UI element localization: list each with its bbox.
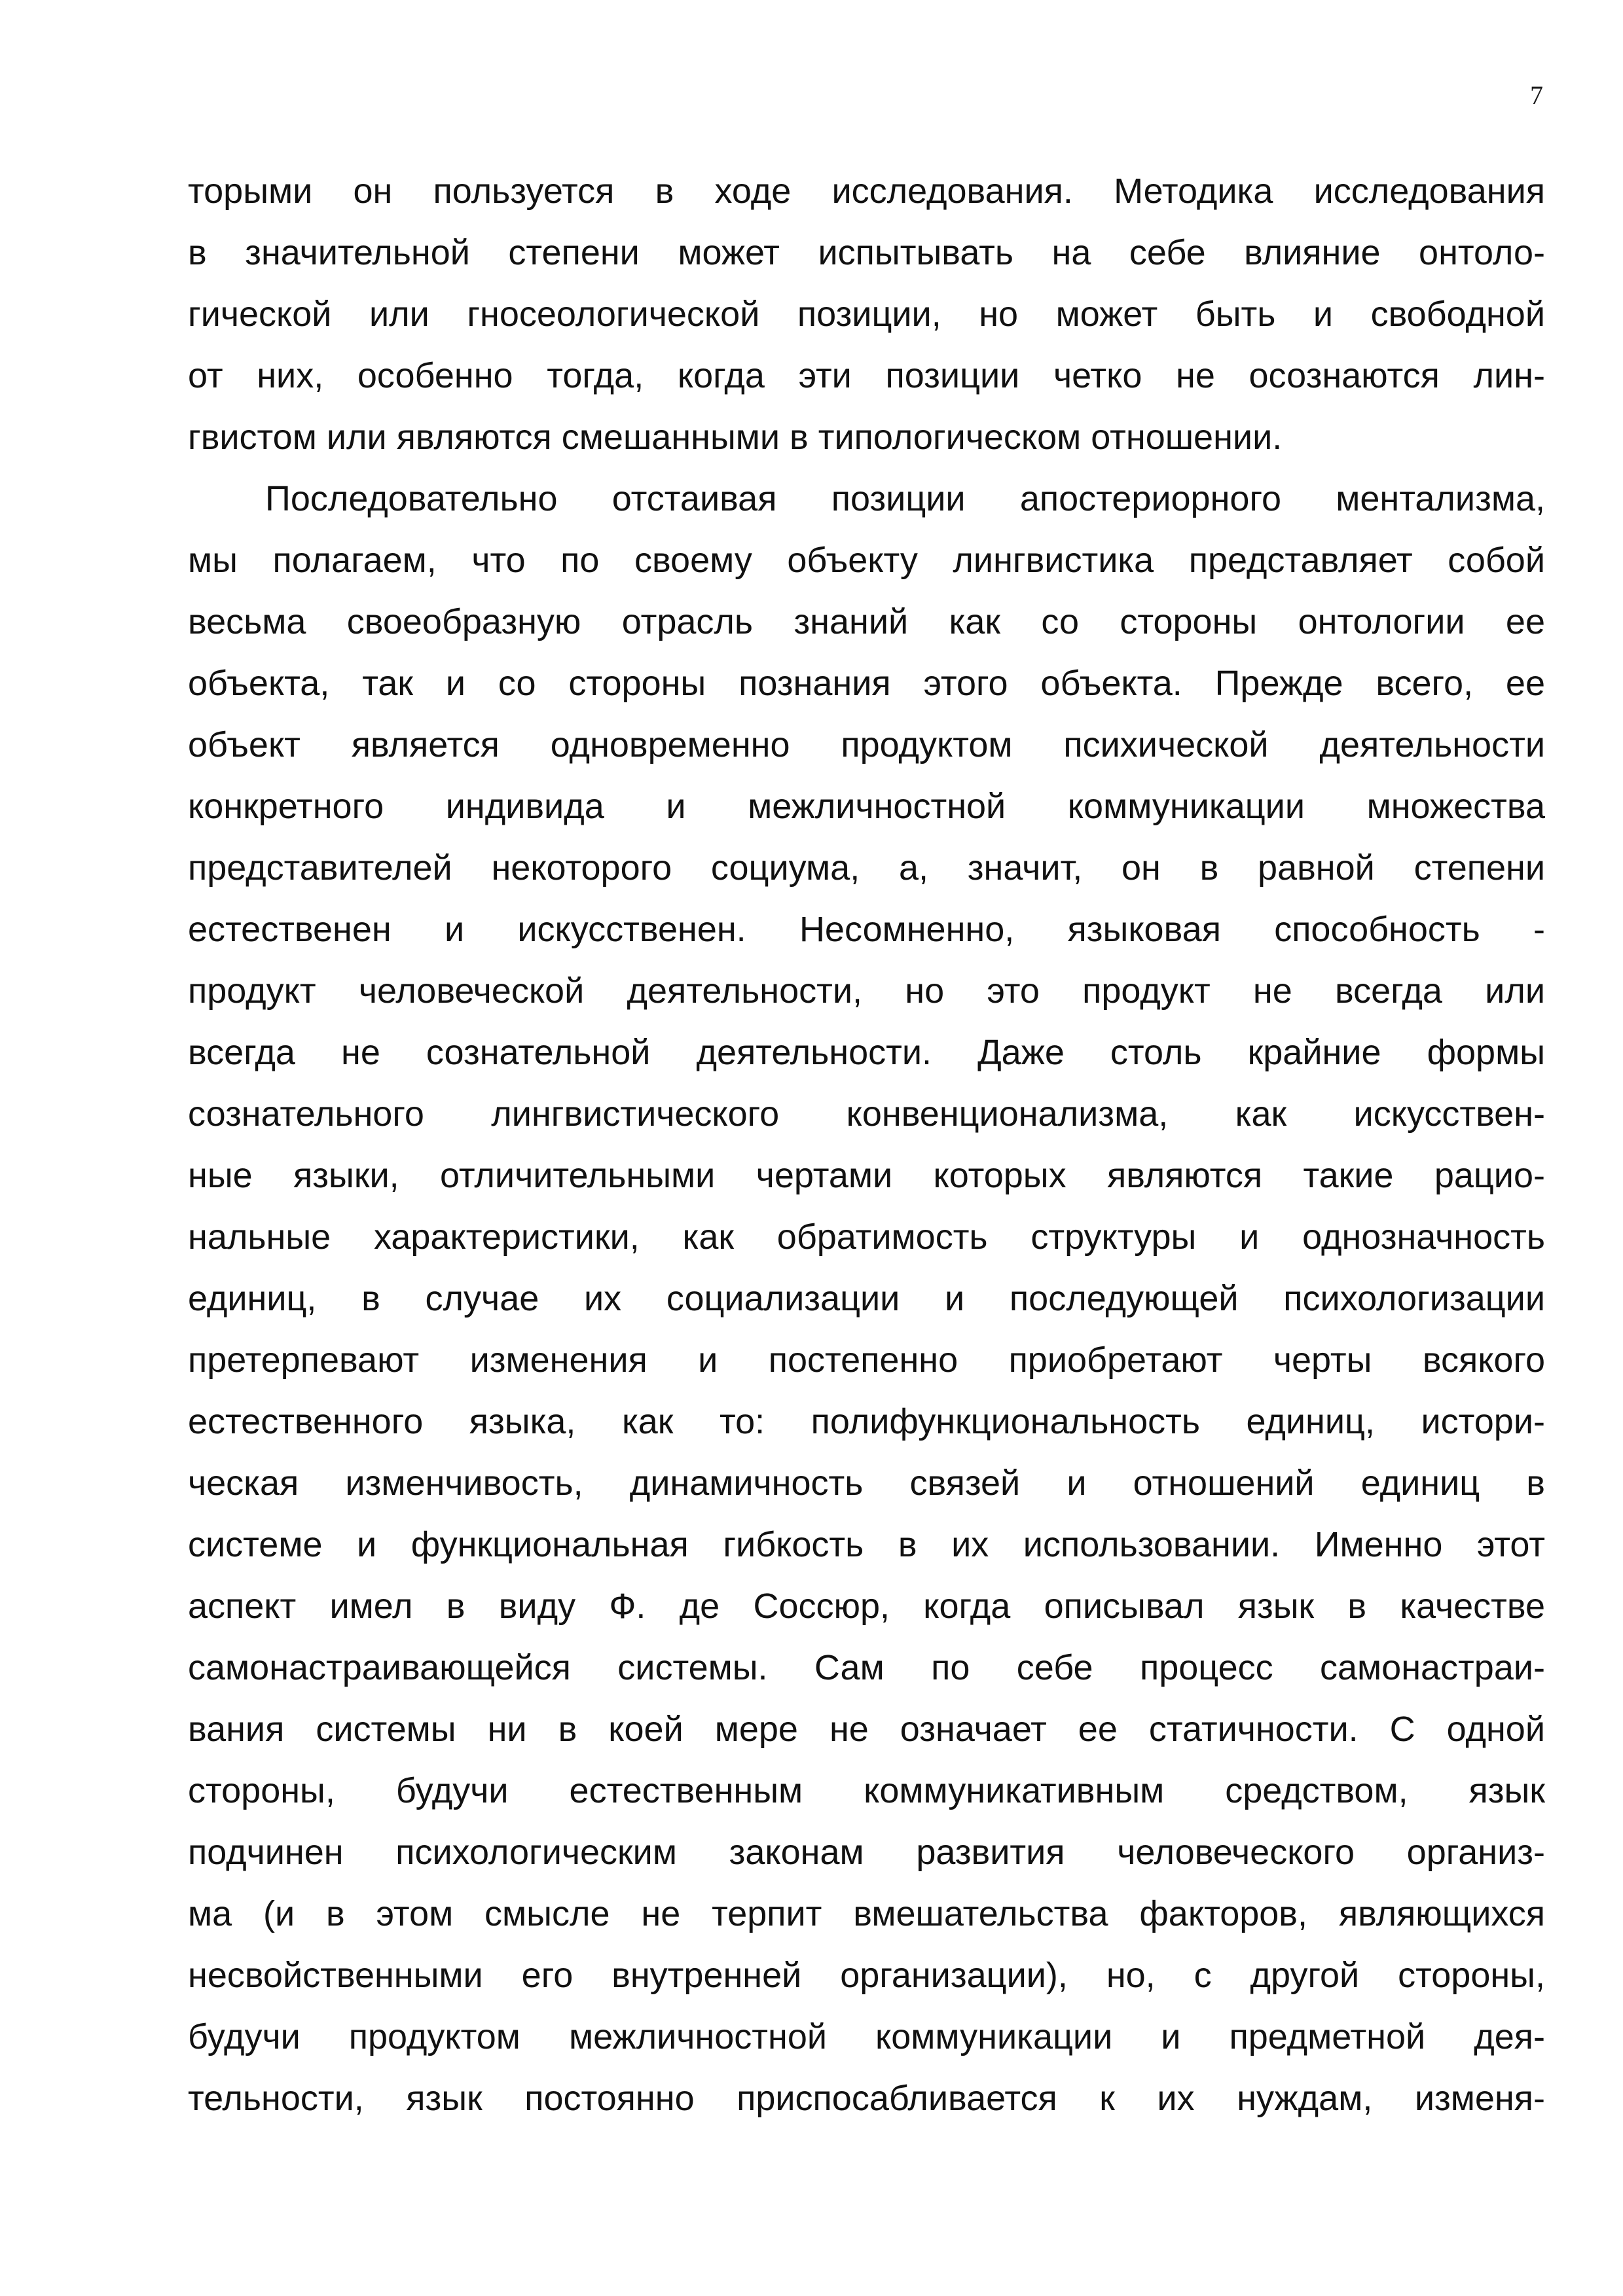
text-line: весьма своеобразную отрасль знаний как со стороны онтологии ее: [188, 602, 1545, 641]
text-line: подчинен психологическим законам развития человеческого организ-: [188, 1833, 1545, 1872]
text-line: естественного языка, как то: полифункциональность единиц, истори-: [188, 1402, 1545, 1441]
text-line: тельности, язык постоянно приспосабливается к их нуждам, изменя-: [188, 2079, 1545, 2118]
text-line: стороны, будучи естественным коммуникативным средством, язык: [188, 1771, 1545, 1810]
text-line: аспект имел в виду Ф. де Соссюр, когда описывал язык в качестве: [188, 1587, 1545, 1626]
text-line: объект является одновременно продуктом психической деятельности: [188, 725, 1545, 764]
body-text: [188, 160, 1545, 2129]
text-line: системе и функциональная гибкость в их использовании. Именно этот: [188, 1525, 1545, 1564]
paragraph-last-line: гвистом или являются смешанными в типологическом отношении.: [188, 418, 1283, 457]
text-line: самонастраивающейся системы. Сам по себе процесс самонастраи-: [188, 1648, 1545, 1687]
text-line: претерпевают изменения и постепенно приобретают черты всякого: [188, 1340, 1545, 1380]
text-line: ные языки, отличительными чертами которых являются такие рацио-: [188, 1156, 1545, 1195]
text-line: представителей некоторого социума, а, значит, он в равной степени: [188, 848, 1545, 888]
text-line: конкретного индивида и межличностной коммуникации множества: [188, 787, 1545, 826]
text-line: ческая изменчивость, динамичность связей и отношений единиц в: [188, 1463, 1545, 1503]
text-line: естественен и искусственен. Несомненно, языковая способность -: [188, 910, 1545, 949]
text-line: всегда не сознательной деятельности. Даже столь крайние формы: [188, 1033, 1545, 1072]
text-line: ма (и в этом смысле не терпит вмешательства факторов, являющихся: [188, 1894, 1545, 1933]
text-line: несвойственными его внутренней организации), но, с другой стороны,: [188, 1956, 1545, 1995]
text-line: объекта, так и со стороны познания этого объекта. Прежде всего, ее: [188, 664, 1545, 703]
text-line: нальные характеристики, как обратимость структуры и однозначность: [188, 1217, 1545, 1257]
text-line: в значительной степени может испытывать на себе влияние онтоло-: [188, 233, 1545, 272]
text-line: сознательного лингвистического конвенционализма, как искусствен-: [188, 1094, 1545, 1134]
text-line: вания системы ни в коей мере не означает ее статичности. С одной: [188, 1710, 1545, 1749]
text-line: мы полагаем, что по своему объекту лингвистика представляет собой: [188, 541, 1545, 580]
text-line: гической или гносеологической позиции, но может быть и свободной: [188, 295, 1545, 334]
text-line: торыми он пользуется в ходе исследования. Методика исследования: [188, 171, 1545, 211]
text-line: продукт человеческой деятельности, но это продукт не всегда или: [188, 971, 1545, 1011]
text-line: от них, особенно тогда, когда эти позиции четко не осознаются лин-: [188, 356, 1545, 395]
text-line: будучи продуктом межличностной коммуникации и предметной дея-: [188, 2017, 1545, 2056]
text-line: единиц, в случае их социализации и последующей психологизации: [188, 1279, 1545, 1318]
page-number: 7: [1530, 81, 1543, 110]
paragraph-first-line: Последовательно отстаивая позиции апостериорного ментализма,: [265, 479, 1545, 518]
